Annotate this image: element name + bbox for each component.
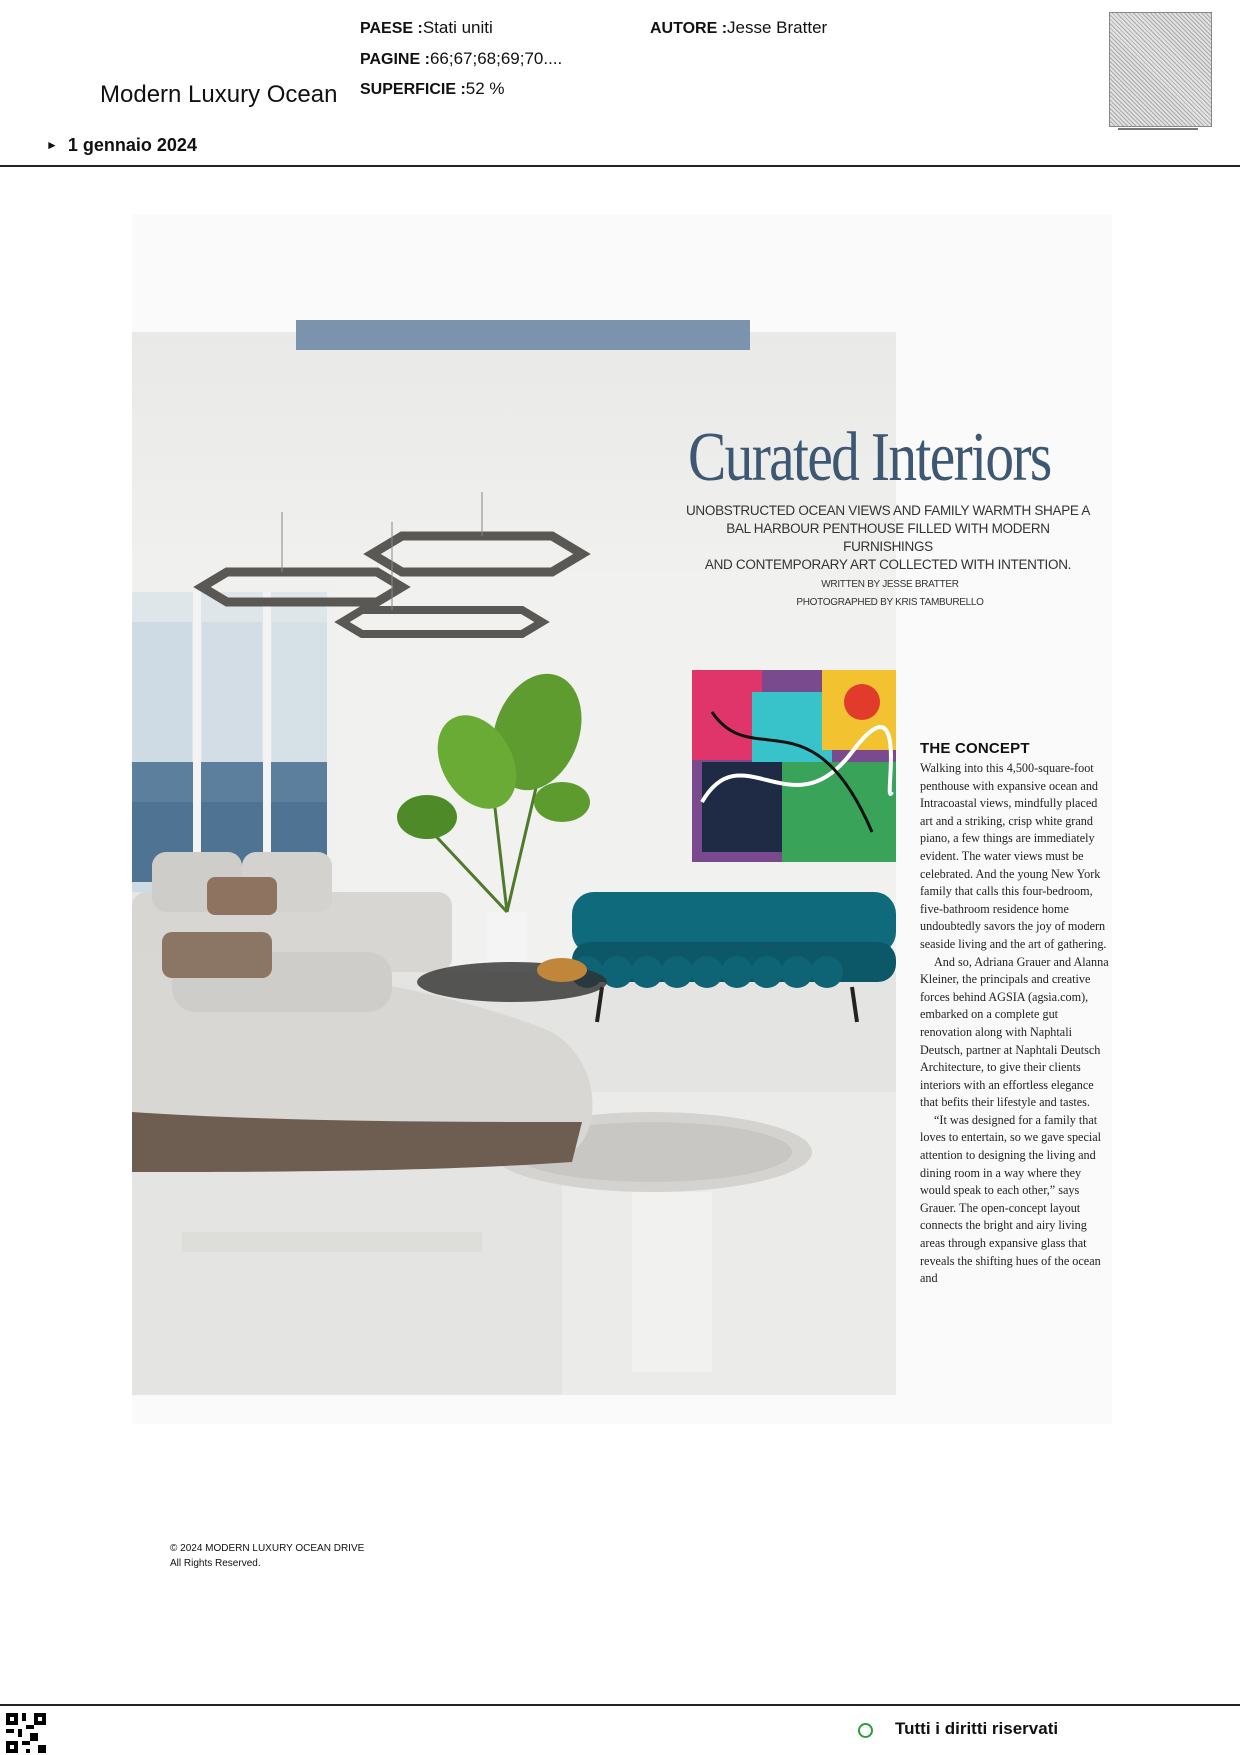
country-label: PAESE :	[360, 20, 423, 37]
triangle-bullet-icon: ►	[46, 138, 58, 152]
country-row	[360, 18, 493, 38]
accent-bar	[296, 320, 750, 350]
body-paragraph: And so, Adriana Grauer and Alanna Kleiner, the principals and creative forces behind AGSIA (agsia.com), embarked on a complete gut renovation along with Naphtali Deutsch, partner at Naphtali Deutsch Architecture, to give their clients interiors with an effortless elegance that befits their lifestyle and tastes.	[920, 954, 1109, 1110]
concept-heading: THE CONCEPT	[920, 740, 1030, 757]
rights-line: All Rights Reserved.	[170, 1558, 261, 1569]
subtitle-line: UNOBSTRUCTED OCEAN VIEWS AND FAMILY WARMTH SHAPE A	[685, 503, 1091, 518]
body-paragraph: Walking into this 4,500-square-foot penthouse with expansive ocean and Intracoastal views, mindfully placed art and a striking, crisp white grand piano, a few things are immediately evident. The water views must be celebrated. And the young New York family that calls this four-bedroom, five-bathroom residence home undoubtedly savors the joy of modern seaside living and the art of gathering.	[920, 761, 1107, 951]
clipping-header	[0, 0, 1240, 168]
pages-value: 66;67;68;69;70....	[429, 49, 563, 68]
country-value: Stati uniti	[422, 18, 493, 37]
body-paragraph: “It was designed for a family that loves to entertain, so we gave special attention to designing the living and dining room in a way where they would speak to each other,” says Grauer. The open-concept layout connects the bright and airy living areas through expansive glass that reveals the shifting hues of the ocean and	[920, 1112, 1102, 1286]
author-value: Jesse Bratter	[727, 18, 828, 37]
rights-reserved: Tutti i diritti riservati	[895, 1719, 1059, 1738]
issue-date: 1 gennaio 2024	[67, 135, 197, 155]
pages-row	[360, 49, 562, 69]
copyright-line: © 2024 MODERN LUXURY OCEAN DRIVE	[170, 1543, 365, 1554]
article-title: Curated Interiors	[688, 419, 1051, 496]
publication-name: Modern Luxury Ocean	[100, 81, 338, 108]
subtitle-line: BAL HARBOUR PENTHOUSE FILLED WITH MODERN FURNISHINGS	[726, 521, 1050, 554]
issue-date-row	[46, 135, 197, 156]
author-row	[650, 18, 827, 38]
writer-credit: WRITTEN BY JESSE BRATTER	[821, 579, 959, 590]
pages-label: PAGINE :	[360, 51, 430, 68]
surface-value: 52 %	[465, 79, 505, 98]
article-subtitle	[684, 502, 1092, 574]
photographer-credit: PHOTOGRAPHED BY KRIS TAMBURELLO	[796, 597, 984, 608]
surface-row	[360, 79, 505, 99]
article-credits	[760, 576, 1020, 612]
article-body	[920, 760, 1110, 1288]
page-thumbnail	[1109, 12, 1212, 127]
header-divider	[0, 165, 1240, 167]
surface-label: SUPERFICIE :	[360, 81, 466, 98]
copyright-notice	[170, 1541, 364, 1571]
status-circle-icon	[858, 1723, 873, 1738]
subtitle-line: AND CONTEMPORARY ART COLLECTED WITH INTENTION.	[704, 557, 1072, 572]
author-label: AUTORE :	[650, 20, 728, 37]
qr-code-icon	[6, 1713, 46, 1753]
footer-divider	[0, 1704, 1240, 1706]
thumbnail-caption-line	[1118, 128, 1198, 130]
